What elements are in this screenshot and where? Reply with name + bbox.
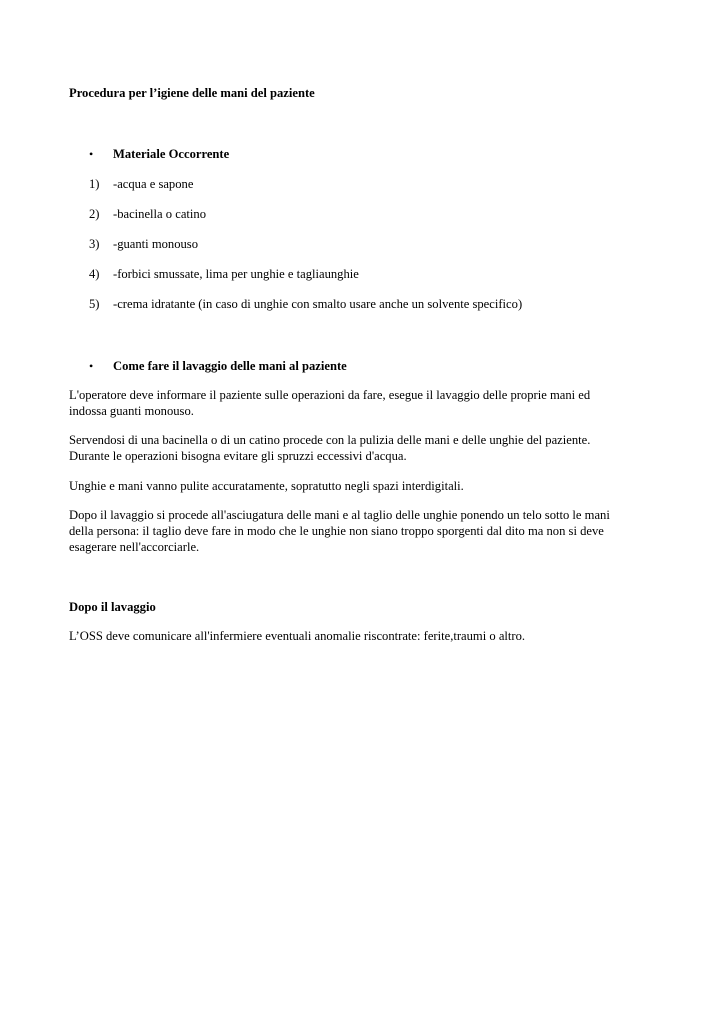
paragraph-line: Dopo il lavaggio si procede all'asciugatura delle mani e al taglio delle unghie ponendo un telo sotto le mani (69, 508, 610, 522)
list-item: -guanti monouso (113, 237, 199, 251)
bullet-icon: • (89, 359, 94, 373)
paragraph-line: esagerare nell'accorciarle. (69, 540, 200, 554)
document-title: Procedura per l’igiene delle mani del paziente (69, 86, 315, 100)
paragraph-line: Unghie e mani vanno pulite accuratamente, sopratutto negli spazi interdigitali. (69, 479, 464, 493)
paragraph-line: Servendosi di una bacinella o di un catino procede con la pulizia delle mani e delle unghie del paziente. (69, 433, 591, 447)
section-heading-lavaggio: Come fare il lavaggio delle mani al paziente (113, 359, 347, 373)
bullet-icon: • (89, 147, 94, 161)
list-item: -forbici smussate, lima per unghie e tagliaunghie (113, 267, 359, 281)
list-item-number: 4) (89, 267, 100, 281)
paragraph-line: Durante le operazioni bisogna evitare gli spruzzi eccessivi d'acqua. (69, 449, 407, 463)
paragraph-line: L’OSS deve comunicare all'infermiere eventuali anomalie riscontrate: ferite,traumi o altro. (69, 629, 526, 643)
list-item-number: 5) (89, 297, 100, 311)
list-item: -acqua e sapone (113, 177, 194, 191)
section-heading-materiale: Materiale Occorrente (113, 147, 230, 161)
list-item: -crema idratante (in caso di unghie con smalto usare anche un solvente specifico) (113, 297, 523, 311)
section-heading-dopo: Dopo il lavaggio (69, 600, 156, 614)
list-item-number: 2) (89, 207, 100, 221)
paragraph-line: della persona: il taglio deve fare in modo che le unghie non siano troppo sporgenti dal dito ma non si deve (69, 524, 604, 538)
paragraph-line: L'operatore deve informare il paziente sulle operazioni da fare, esegue il lavaggio delle proprie mani ed (69, 388, 591, 402)
list-item-number: 3) (89, 237, 100, 251)
list-item-number: 1) (89, 177, 100, 191)
paragraph-line: indossa guanti monouso. (69, 404, 194, 418)
list-item: -bacinella o catino (113, 207, 207, 221)
